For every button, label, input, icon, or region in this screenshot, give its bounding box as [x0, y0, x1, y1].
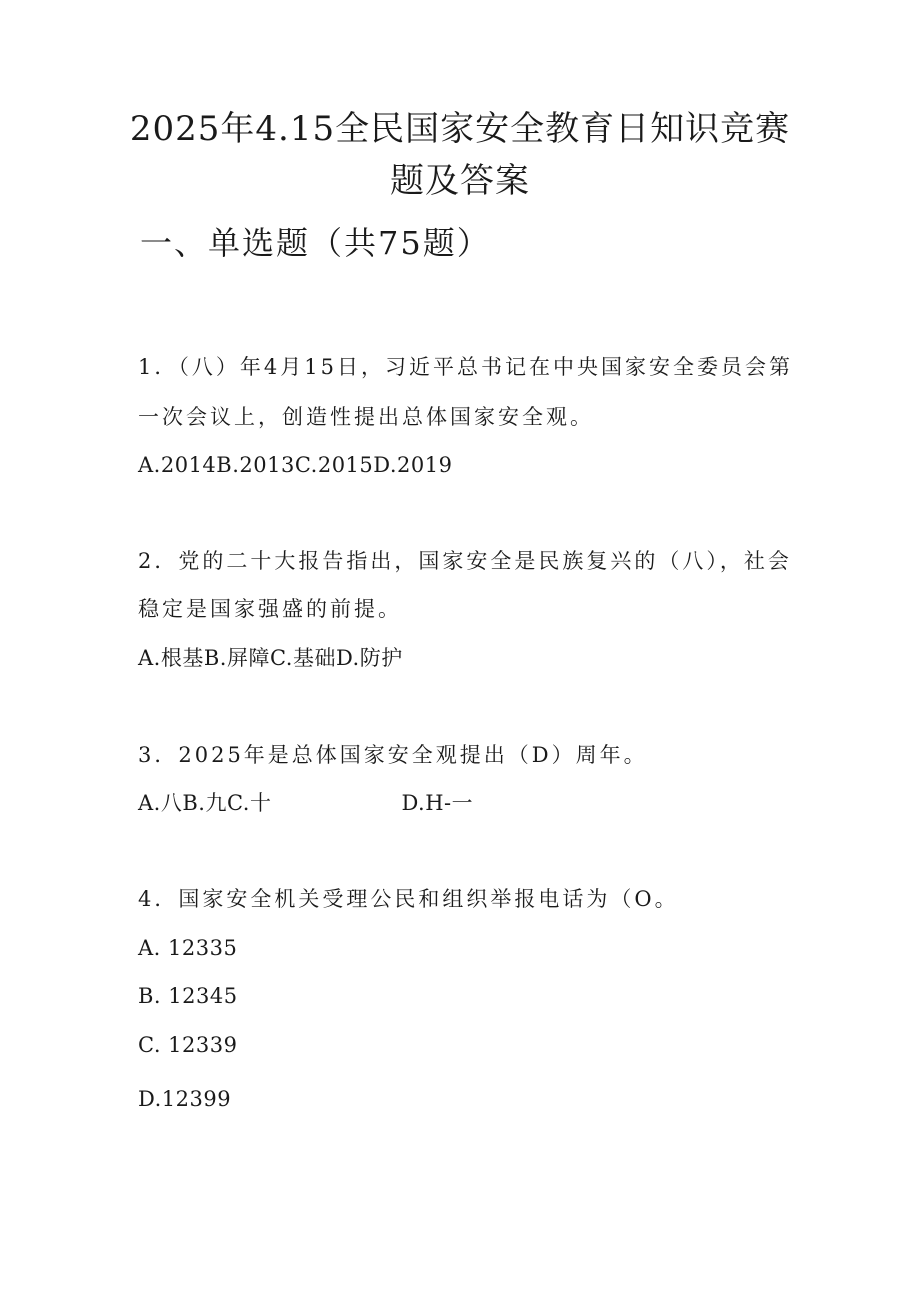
question-3-options-left: A.八B.九C.十: [138, 791, 272, 815]
question-4-stem: 4．国家安全机关受理公民和组织举报电话为（O。: [138, 887, 679, 911]
question-2-stem-line-2: 稳定是国家强盛的前提。: [138, 597, 402, 621]
question-2-options: A.根基B.屏障C.基础D.防护: [138, 646, 403, 670]
document-title-line-2: 题及答案: [390, 161, 530, 201]
question-1-options: A.2014B.2013C.2015D.2019: [138, 453, 453, 477]
question-1-stem-line-1: 1．（八）年4月15日，习近平总书记在中央国家安全委员会第: [138, 355, 793, 379]
question-2-stem-line-1: 2．党的二十大报告指出，国家安全是民族复兴的（八），社会: [138, 549, 792, 573]
question-4-option-b: B. 12345: [138, 984, 238, 1008]
question-4-option-a: A. 12335: [138, 936, 238, 960]
question-4-option-c: C. 12339: [138, 1033, 238, 1057]
question-1-stem-line-2: 一次会议上，创造性提出总体国家安全观。: [138, 405, 594, 429]
section-heading: 一、单选题（共75题）: [140, 224, 491, 262]
question-3-options-right: D.H-一: [401, 791, 474, 815]
question-3-stem: 3．2025年是总体国家安全观提出（D）周年。: [138, 743, 648, 767]
document-title-line-1: 2025年4.15全民国家安全教育日知识竞赛: [129, 109, 791, 149]
question-4-option-d: D.12399: [138, 1087, 232, 1111]
question-3-options: [138, 788, 473, 818]
